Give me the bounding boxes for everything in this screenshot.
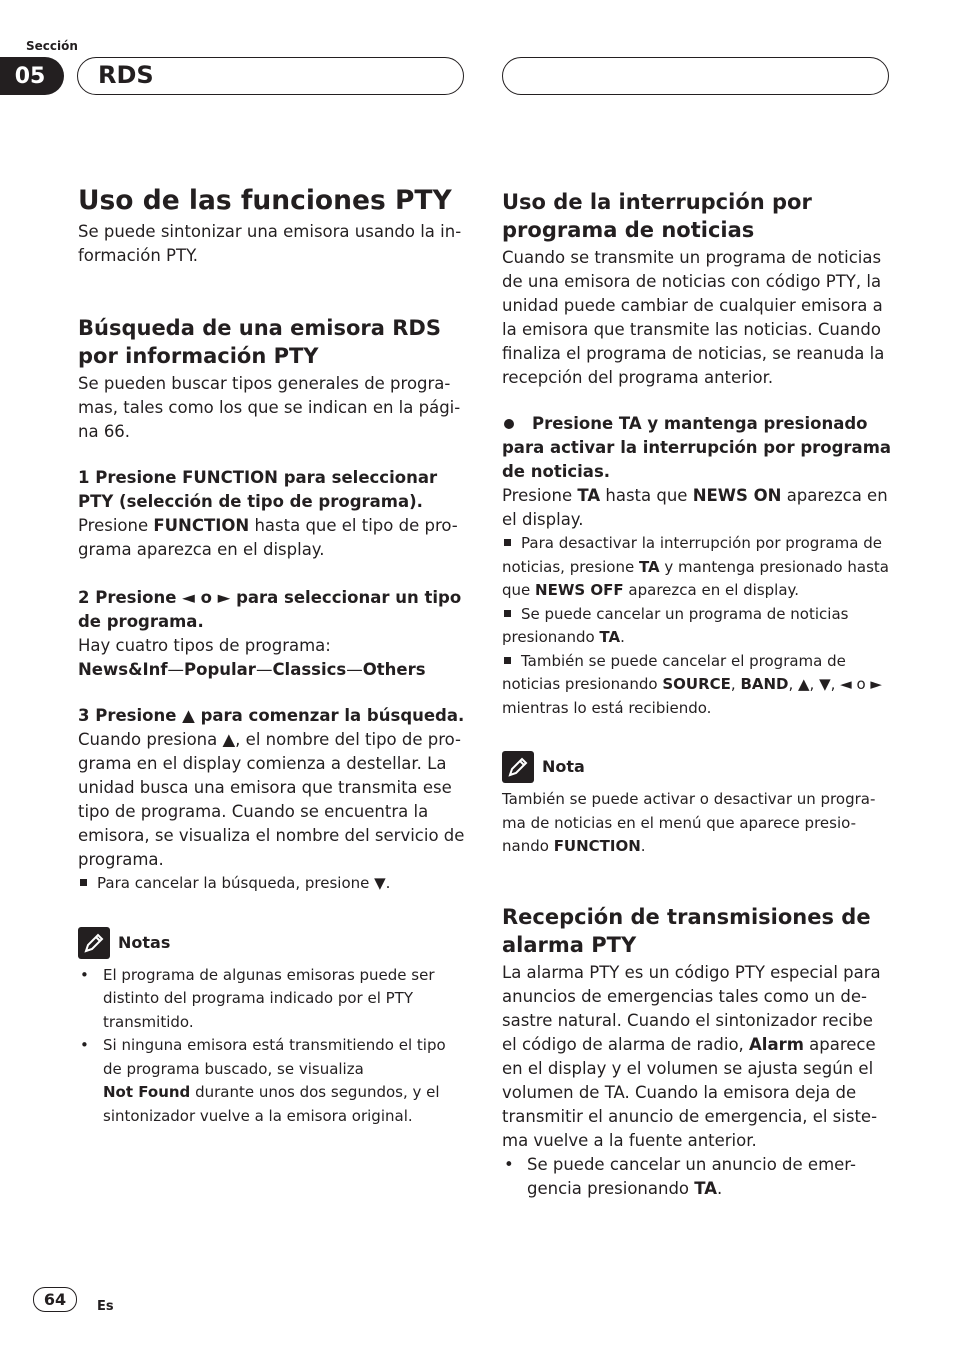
pencil-icon <box>78 927 110 959</box>
news-interrupt-text: Cuando se transmite un programa de noticias de una emisora de noticias con código PTY, la unidad puede cambiar de cualquier emisora a la emisora que transmite las noticias. Cuando finaliza el programa de noticias, se reanuda la recepción del programa anterior. <box>502 248 885 387</box>
pencil-icon <box>502 751 534 783</box>
alarm-bullet: • Se puede cancelar un anuncio de emer-gencia presionando TA. <box>502 1153 892 1201</box>
nota-1: • El programa de algunas emisoras puede ser distinto del programa indicado por el PTY transmitido. <box>78 964 468 1035</box>
ta-step-title: Presione TA y mantenga presionado para activar la interrupción por programa de noticias. <box>502 414 892 481</box>
step-2-title: 2 Presione ◄ o ► para seleccionar un tipo de programa. <box>78 588 462 631</box>
header-title: RDS <box>98 61 154 89</box>
ta-bullet-3: También se puede cancelar el programa de noticias presionando SOURCE, BAND, ▲, ▼, ◄ o ► mientras lo está recibiendo. <box>502 651 882 717</box>
step-2-text: Hay cuatro tipos de programa: <box>78 636 331 655</box>
ta-bullet-2: Se puede cancelar un programa de noticias presionando TA. <box>502 604 849 646</box>
step-3-title: 3 Presione ▲ para comenzar la búsqueda. <box>78 706 465 725</box>
ta-bullet-1: Para desactivar la interrupción por programa de noticias, presione TA y mantenga presionado hasta que NEWS OFF aparezca en el display. <box>502 534 889 599</box>
notas-header <box>78 926 468 960</box>
intro-text: Se puede sintonizar una emisora usando la in-formación PTY. <box>78 222 462 265</box>
square-bullet-icon <box>504 657 511 664</box>
step-3-text: Cuando presiona ▲, el nombre del tipo de pro-grama en el display comienza a destellar. La unidad busca una emisora que transmita ese tipo de programa. Cuando se encuentra la emisora, se visualiza el nombre del servicio de programa. <box>78 730 465 869</box>
step-1-text: Presione FUNCTION hasta que el tipo de pro-grama aparezca en el display. <box>78 516 458 559</box>
notas-title: Notas <box>118 932 171 952</box>
alarm-text: La alarma PTY es un código PTY especial para anuncios de emergencias tales como un de-sastre natural. Cuando el sintonizador recibe el código de alarma de radio, Alarm aparece en el display y el volumen se ajusta según el volumen de TA. Cuando la emisora deja de transmitir el anuncio de emergencia, el siste-ma vuelve a la fuente anterior. <box>502 962 881 1150</box>
program-types: News&Inf—Popular—Classics—Others <box>78 660 426 679</box>
square-bullet-icon <box>80 879 87 886</box>
subheading-alarm: Recepción de transmisiones de alarma PTY <box>502 904 871 957</box>
right-column <box>502 184 892 1201</box>
pty-search-text: Se pueden buscar tipos generales de progra-mas, tales como los que se indican en la pági-na 66. <box>78 374 461 441</box>
nota-header <box>502 750 892 784</box>
section-number-badge: 05 <box>0 57 64 95</box>
circle-bullet-icon <box>504 419 514 429</box>
step-3-note: Para cancelar la búsqueda, presione ▼. <box>78 872 468 896</box>
language-code: Es <box>97 1299 114 1314</box>
subheading-pty-search: Búsqueda de una emisora RDS por información PTY <box>78 316 441 368</box>
ta-step-text: Presione TA hasta que NEWS ON aparezca en el display. <box>502 486 888 529</box>
header-empty-box <box>502 57 889 95</box>
section-label: Sección <box>26 39 78 53</box>
page-number: 64 <box>33 1287 77 1312</box>
nota-text: También se puede activar o desactivar un progra-ma de noticias en el menú que aparece presio-nando FUNCTION. <box>502 790 876 855</box>
step-1-title: 1 Presione FUNCTION para seleccionar PTY (selección de tipo de programa). <box>78 468 438 511</box>
nota-2: • Si ninguna emisora está transmitiendo el tipo de programa buscado, se visualiza Not Found durante unos dos segundos, y el sintonizador vuelve a la emisora original. <box>78 1034 468 1128</box>
square-bullet-icon <box>504 539 511 546</box>
left-column <box>78 184 468 1128</box>
square-bullet-icon <box>504 610 511 617</box>
subheading-news-interrupt: Uso de la interrupción por programa de noticias <box>502 190 812 242</box>
nota-title: Nota <box>542 757 585 776</box>
main-heading: Uso de las funciones PTY <box>78 185 452 216</box>
